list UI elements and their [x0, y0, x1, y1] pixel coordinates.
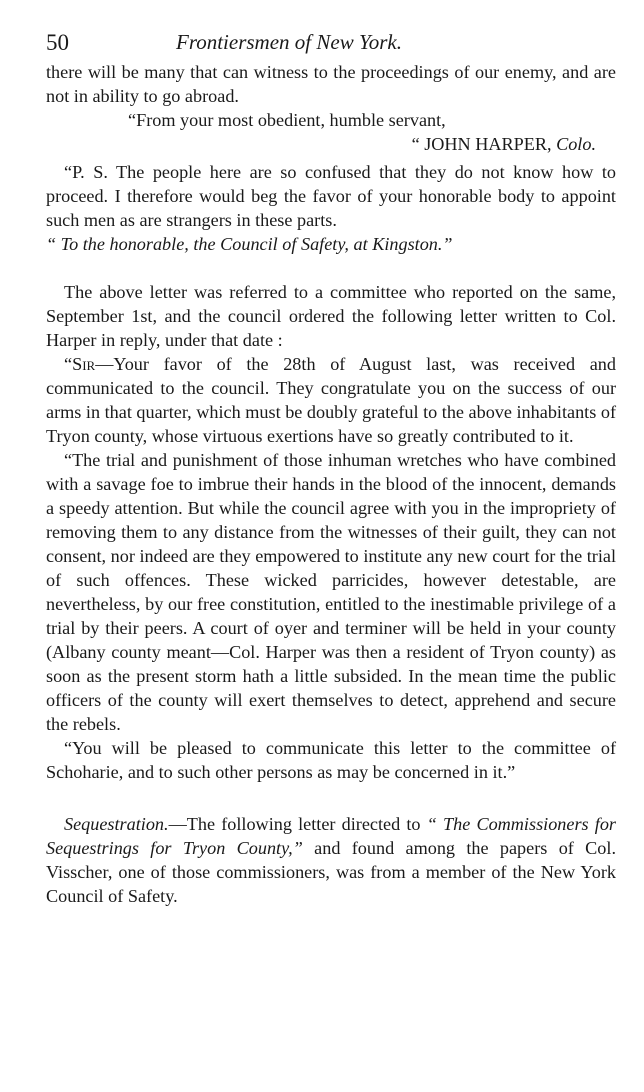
sequestration-text-2: and found among the papers of Col. Visscher, one of those commissioners, was from a member of the New York Council of Safety. [46, 838, 617, 906]
sequestration-quoted-title: “ The Commissioners for Sequestrings for Tryon County,” [46, 814, 617, 858]
page-number: 50 [46, 30, 69, 55]
reply-salutation: “Sir [64, 354, 96, 374]
letter-signature [46, 132, 616, 156]
reply-paragraph-1-text: —Your favor of the 28th of August last, was received and communicated to the council. They congratulate you on the success of our arms in that quarter, which must be doubly grateful to the above inhabitants of Tryon county, whose virtuous exertions have so greatly contributed to it. [46, 354, 617, 446]
page-header [46, 30, 616, 60]
signature-title: Colo. [556, 134, 596, 154]
signature-name: “ JOHN HARPER, [411, 134, 552, 154]
narrative-paragraph: The above letter was referred to a committee who reported on the same, September 1st, and the council ordered the following letter written to Col. Harper in reply, under that date : [46, 282, 616, 350]
sequestration-paragraph [46, 812, 616, 908]
book-page [46, 30, 616, 908]
reply-paragraph-1 [46, 352, 616, 448]
spacer [46, 256, 616, 280]
page-body [46, 60, 616, 908]
letter-closing: “From your most obedient, humble servant, [128, 110, 446, 130]
reply-paragraph-3: “You will be pleased to communicate this letter to the committee of Schoharie, and to such other persons as may be concerned in it.” [46, 738, 616, 782]
running-head: Frontiersmen of New York. [176, 30, 402, 54]
postscript: “P. S. The people here are so confused that they do not know how to proceed. I therefore would beg the favor of your honorable body to appoint such men as are strangers in these parts. [46, 162, 616, 230]
reply-paragraph-2: “The trial and punishment of those inhuman wretches who have combined with a savage foe to imbrue their hands in the blood of the innocent, demands a speedy attention. But while the council agree with you in the impropriety of removing them to any distance from the witnesses of their guilt, they can not consent, nor indeed are they empowered to institute any new court for the trial of such offences. These wicked parricides, however detestable, are nevertheless, by our free constitution, entitled to the inestimable privilege of a trial by their peers. A court of oyer and terminer will be held in your county (Albany county meant—Col. Harper was then a resident of Tryon county) as soon as the present storm hath a little subsided. In the mean time the public officers of the county will exert themselves to detect, apprehend and secure the rebels. [46, 450, 616, 734]
sequestration-text-1: —The following letter directed to [168, 814, 427, 834]
letter-continuation: there will be many that can witness to the proceedings of our enemy, and are not in ability to go abroad. [46, 62, 616, 106]
spacer [46, 784, 616, 812]
letter-address: “ To the honorable, the Council of Safety, at Kingston.” [46, 234, 453, 254]
sequestration-heading: Sequestration. [64, 814, 169, 834]
